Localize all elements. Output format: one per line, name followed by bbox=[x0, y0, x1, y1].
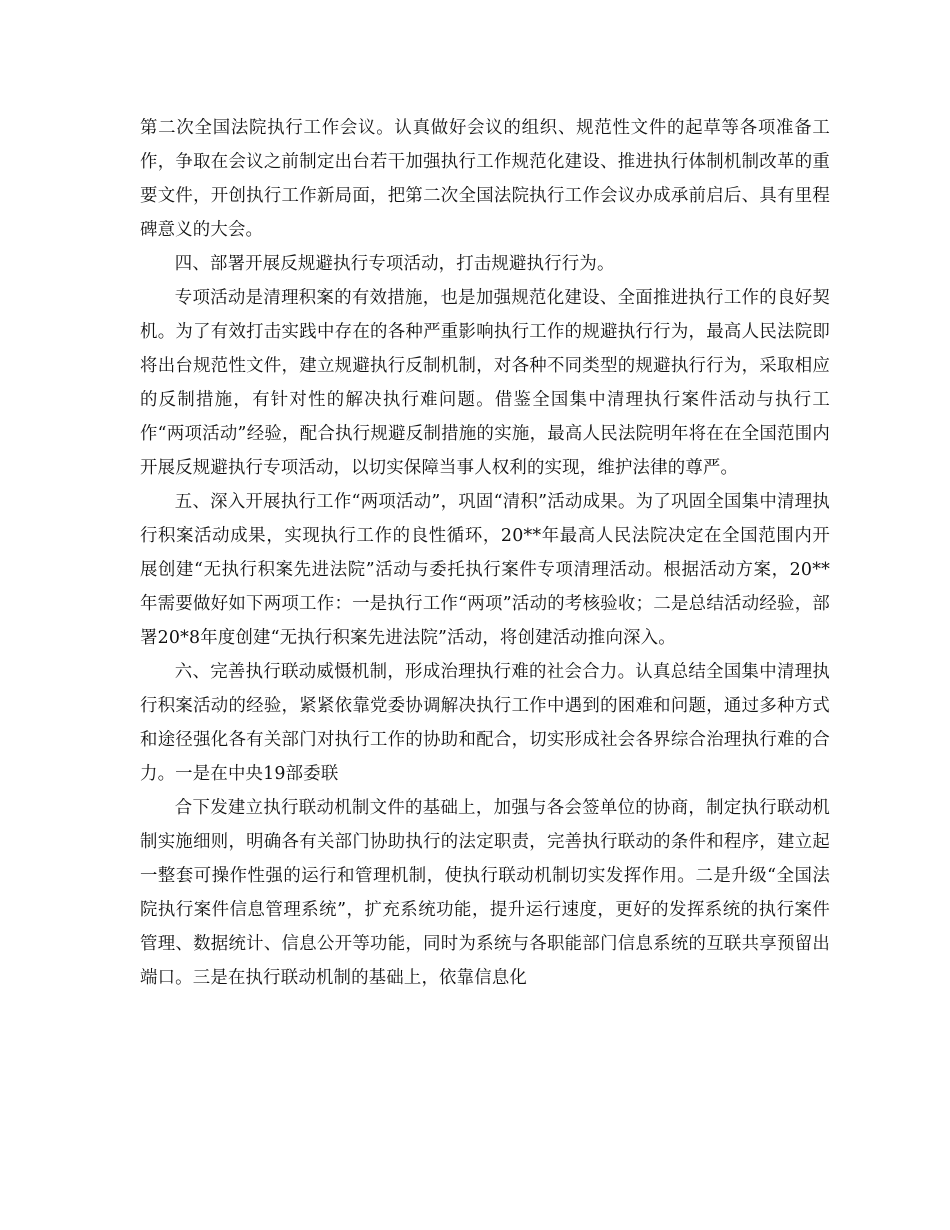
paragraph-5: 六、完善执行联动威慑机制，形成治理执行难的社会合力。认真总结全国集中清理执行积案活动的经验，紧紧依靠党委协调解决执行工作中遇到的困难和问题，通过多种方式和途径强化各有关部门对执行工作的协助和配合，切实形成社会各界综合治理执行难的合力。一是在中央19部委联 bbox=[140, 662, 830, 784]
paragraph-6: 合下发建立执行联动机制文件的基础上，加强与各会签单位的协商，制定执行联动机制实施细则，明确各有关部门协助执行的法定职责，完善执行联动的条件和程序，建立起一整套可操作性强的运行和管理机制，使执行联动机制切实发挥作用。二是升级“全国法院执行案件信息管理系统”，扩充系统功能，提升运行速度，更好的发挥系统的执行案件管理、数据统计、信息公开等功能，同时为系统与各职能部门信息系统的互联共享预留出端口。三是在执行联动机制的基础上，依靠信息化 bbox=[140, 798, 830, 988]
paragraph-1: 第二次全国法院执行工作会议。认真做好会议的组织、规范性文件的起草等各项准备工作，争取在会议之前制定出台若干加强执行工作规范化建设、推进执行体制机制改革的重要文件，开创执行工作新局面，把第二次全国法院执行工作会议办成承前启后、具有里程碑意义的大会。 bbox=[140, 118, 830, 240]
paragraph-4: 五、深入开展执行工作“两项活动”，巩固“清积”活动成果。为了巩固全国集中清理执行积案活动成果，实现执行工作的良性循环，20**年最高人民法院决定在全国范围内开展创建“无执行积案先进法院”活动与委托执行案件专项清理活动。根据活动方案，20**年需要做好如下两项工作：一是执行工作“两项”活动的考核验收；二是总结活动经验，部署20*8年度创建“无执行积案先进法院”活动，将创建活动推向深入。 bbox=[140, 492, 830, 648]
document-body bbox=[140, 111, 830, 995]
paragraph-2: 四、部署开展反规避执行专项活动，打击规避执行行为。 bbox=[174, 254, 615, 274]
paragraph-3: 专项活动是清理积案的有效措施，也是加强规范化建设、全面推进执行工作的良好契机。为了有效打击实践中存在的各种严重影响执行工作的规避执行行为，最高人民法院即将出台规范性文件，建立规避执行反制机制，对各种不同类型的规避执行行为，采取相应的反制措施，有针对性的解决执行难问题。借鉴全国集中清理执行案件活动与执行工作“两项活动”经验，配合执行规避反制措施的实施，最高人民法院明年将在在全国范围内开展反规避执行专项活动，以切实保障当事人权利的实现，维护法律的尊严。 bbox=[140, 288, 830, 478]
